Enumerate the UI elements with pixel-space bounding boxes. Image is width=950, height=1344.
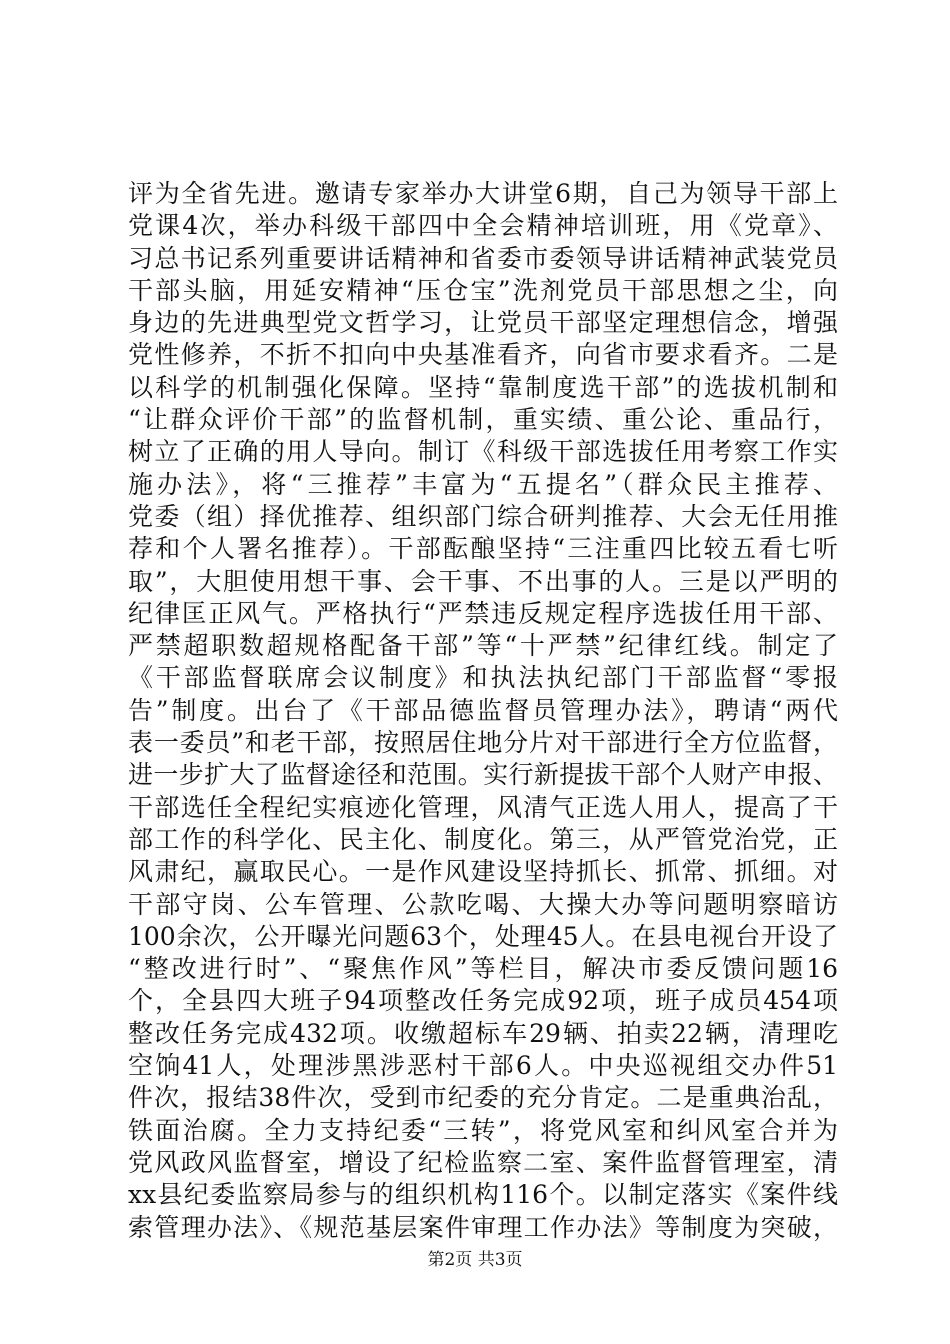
text-line: “让群众评价干部”的监督机制，重实绩、重公论、重品行， [128, 405, 838, 435]
text-line: 100余次，公开曝光问题63个，处理45人。在县电视台开设了 [128, 921, 838, 951]
text-line: 空饷41人，处理涉黑涉恶村干部6人。中央巡视组交办件51 [128, 1051, 838, 1081]
text-line: 身边的先进典型党文哲学习，让党员干部坚定理想信念，增强 [128, 308, 838, 338]
text-line: 整改任务完成432项。收缴超标车29辆、拍卖22辆，清理吃 [128, 1018, 838, 1048]
body-text [128, 178, 838, 1244]
text-line: 评为全省先进。邀请专家举办大讲堂6期，自己为领导干部上 [128, 179, 838, 208]
text-line: 党课4次，举办科级干部四中全会精神培训班，用《党章》、 [128, 211, 838, 241]
text-line: 干部守岗、公车管理、公款吃喝、大操大办等问题明察暗访 [128, 889, 838, 919]
text-line: 以科学的机制强化保障。坚持“靠制度选干部”的选拔机制和 [128, 372, 838, 402]
text-line: 严禁超职数超规格配备干部”等“十严禁”纪律红线。制定了 [128, 631, 838, 661]
text-line: “整改进行时”、“聚焦作风”等栏目，解决市委反馈问题16 [128, 954, 838, 984]
text-line: 风肃纪，赢取民心。一是作风建设坚持抓长、抓常、抓细。对 [128, 857, 838, 887]
text-line: 索管理办法》、《规范基层案件审理工作办法》等制度为突破， [128, 1212, 838, 1242]
text-line: 个，全县四大班子94项整改任务完成92项，班子成员454项 [128, 986, 838, 1016]
text-line: 铁面治腐。全力支持纪委“三转”，将党风室和纠风室合并为 [128, 1115, 838, 1145]
text-line: 干部头脑，用延安精神“压仓宝”洗剂党员干部思想之尘，向 [128, 275, 838, 305]
text-line: 施办法》，将“三推荐”丰富为“五提名”（群众民主推荐、 [128, 469, 838, 499]
page-footer: 第2页 共3页 [427, 1250, 523, 1270]
text-line: 件次，报结38件次，受到市纪委的充分肯定。二是重典治乱， [128, 1083, 838, 1113]
text-line: 习总书记系列重要讲话精神和省委市委领导讲话精神武装党员 [128, 243, 838, 273]
text-line: 纪律匡正风气。严格执行“严禁违反规定程序选拔任用干部、 [128, 598, 838, 628]
text-line: 党性修养，不折不扣向中央基准看齐，向省市要求看齐。二是 [128, 340, 838, 370]
text-line: 树立了正确的用人导向。制订《科级干部选拔任用考察工作实 [128, 437, 838, 467]
text-line: xx县纪委监察局参与的组织机构116个。以制定落实《案件线 [128, 1180, 838, 1210]
text-line: 告”制度。出台了《干部品德监督员管理办法》，聘请“两代 [128, 695, 838, 725]
text-line: 党风政风监督室，增设了纪检监察二室、案件监督管理室，清 [128, 1147, 838, 1177]
text-line: 《干部监督联席会议制度》和执法执纪部门干部监督“零报 [128, 663, 838, 693]
text-line: 进一步扩大了监督途径和范围。实行新提拔干部个人财产申报、 [128, 760, 838, 790]
text-line: 表一委员”和老干部，按照居住地分片对干部进行全方位监督， [128, 728, 838, 758]
text-line: 荐和个人署名推荐）。干部酝酿坚持“三注重四比较五看七听 [128, 534, 838, 564]
text-line: 干部选任全程纪实痕迹化管理，风清气正选人用人，提高了干 [128, 792, 838, 822]
text-line: 部工作的科学化、民主化、制度化。第三，从严管党治党，正 [128, 824, 838, 854]
text-line: 取”，大胆使用想干事、会干事、不出事的人。三是以严明的 [128, 566, 838, 596]
text-line: 党委（组）择优推荐、组织部门综合研判推荐、大会无任用推 [128, 501, 838, 531]
